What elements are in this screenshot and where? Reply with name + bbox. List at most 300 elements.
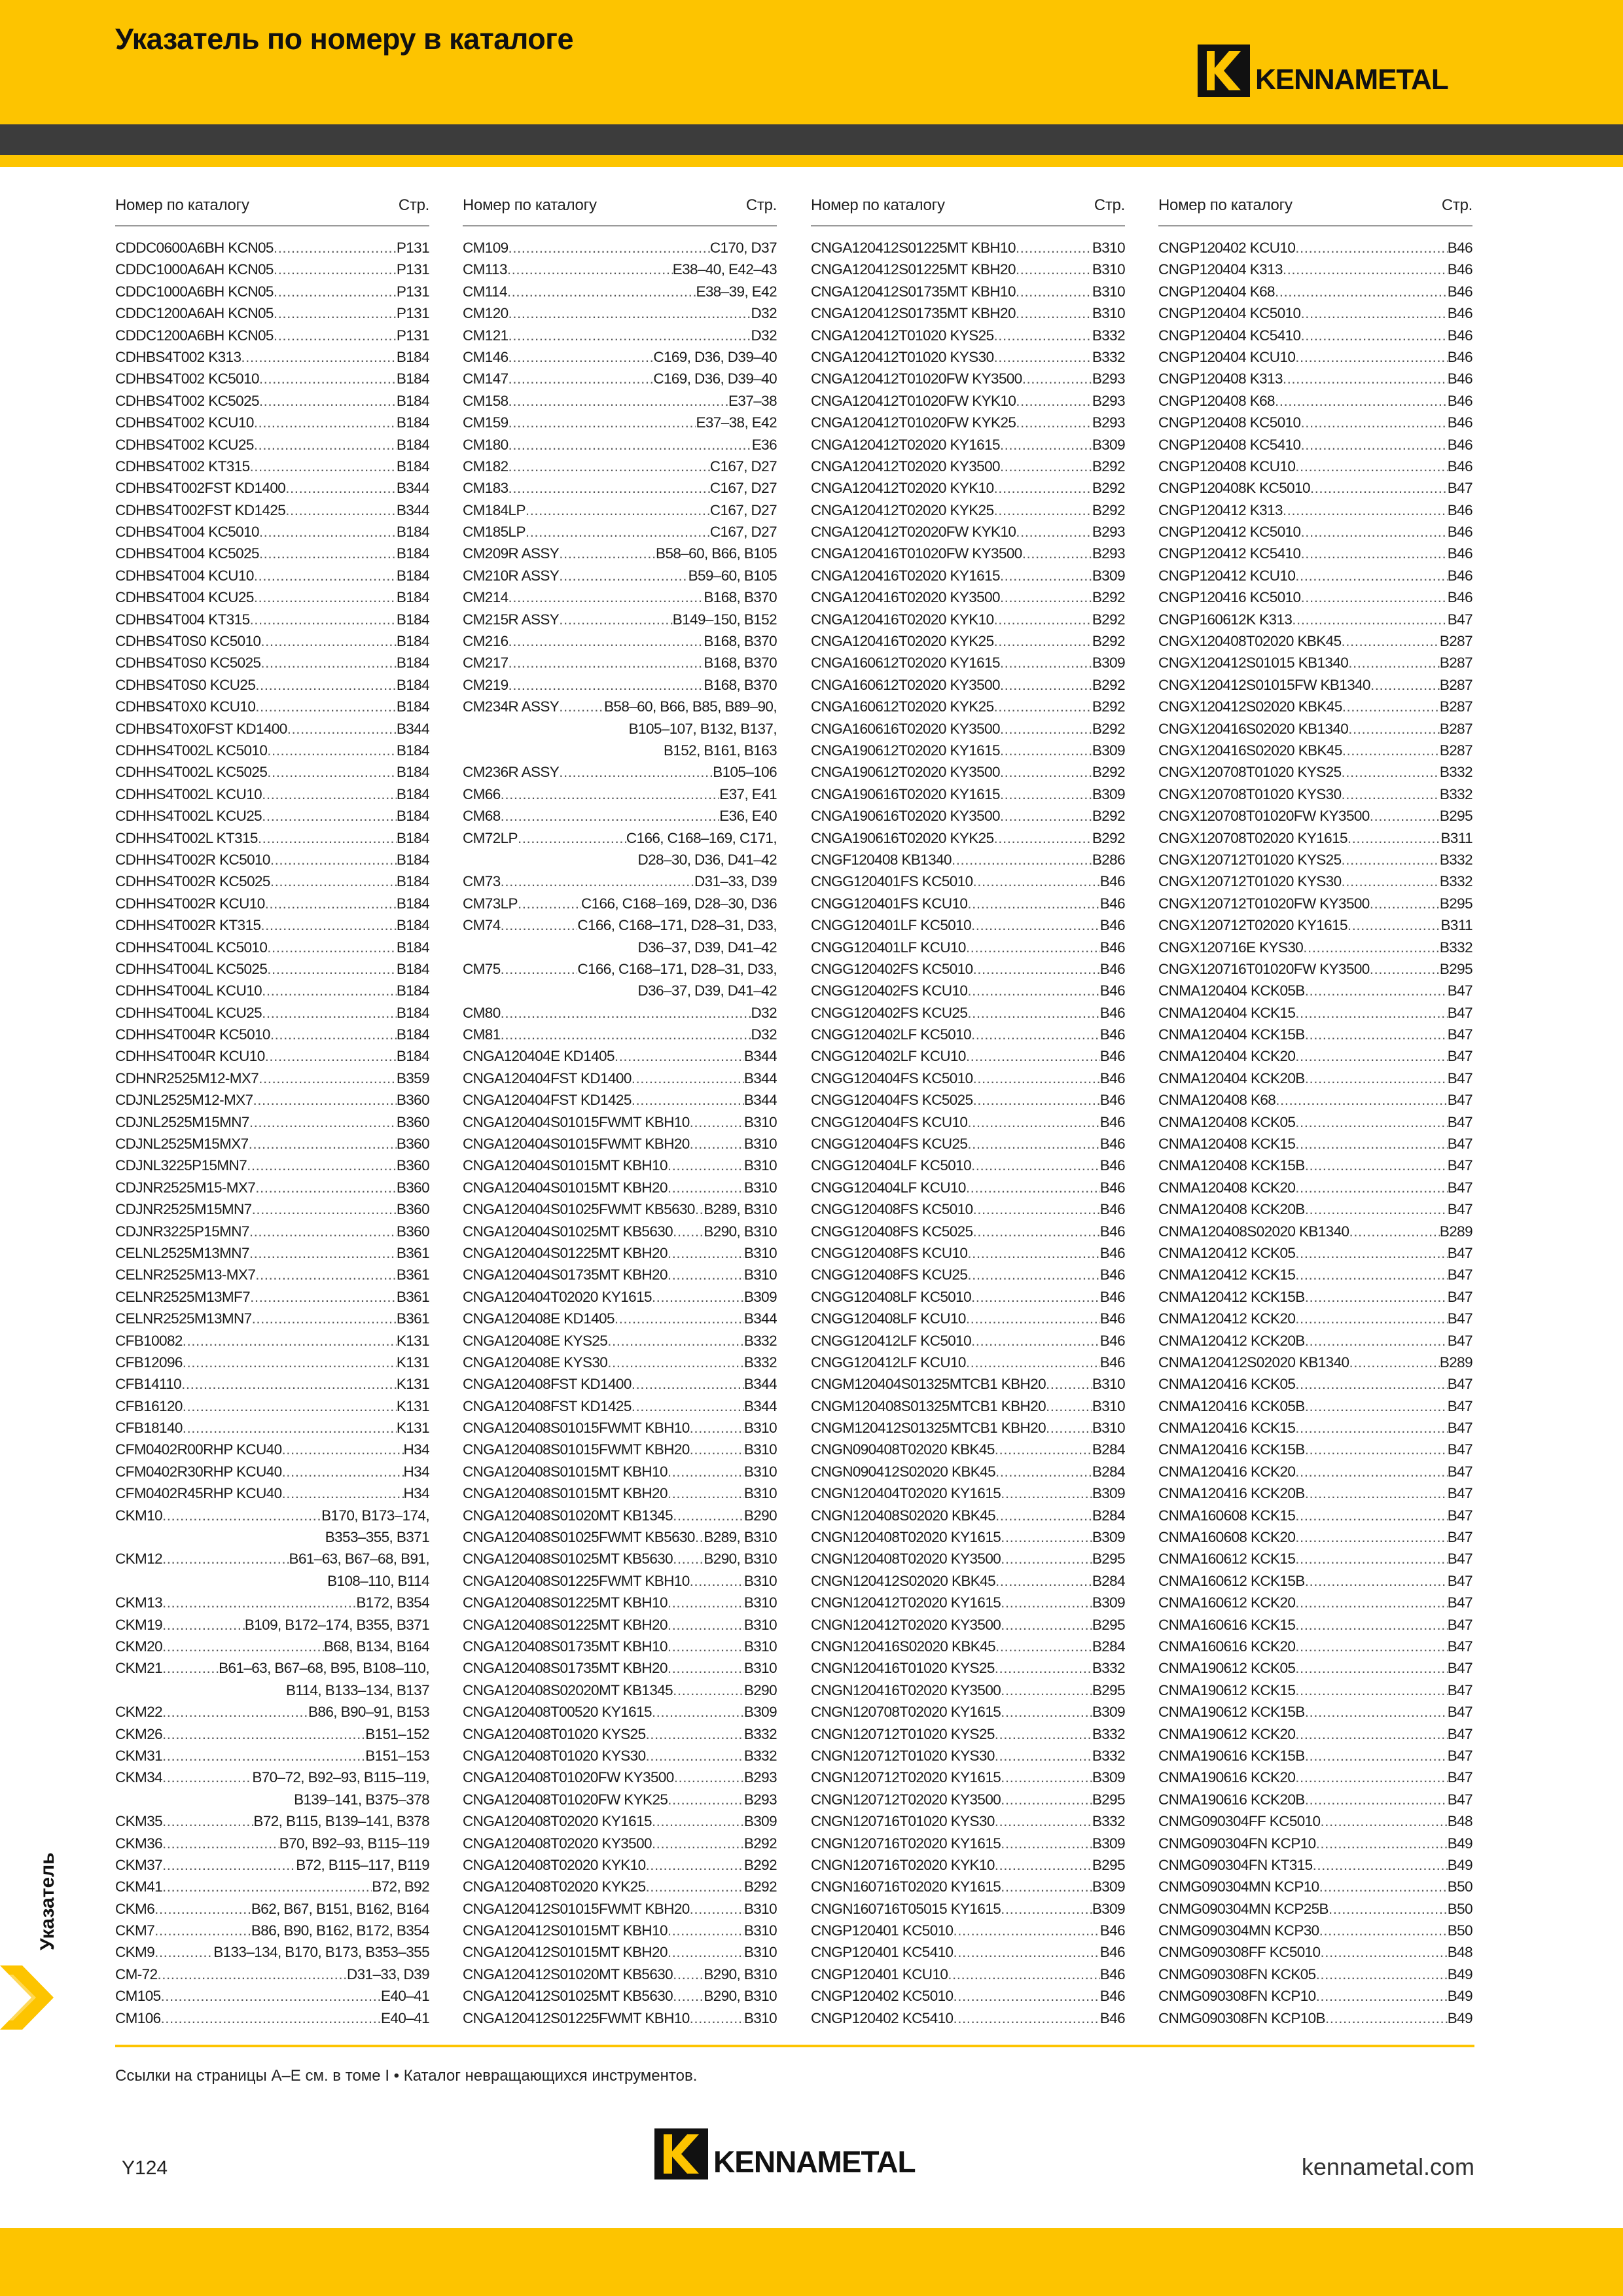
catalog-number: CELNR2525M13MN7	[115, 1310, 252, 1327]
index-row	[1158, 1045, 1472, 1067]
catalog-number: CDHBS4T002 KCU25	[115, 436, 254, 453]
dot-leader	[1305, 1701, 1448, 1723]
catalog-number: CNGA120412S01025MT KB5630	[463, 1988, 673, 2005]
catalog-number: CNMA160612 KCK15	[1158, 1551, 1296, 1568]
catalog-number: CNGN120412T02020 KY1615	[811, 1594, 1001, 1611]
index-row	[463, 1941, 777, 1963]
page-ref: B310	[1092, 283, 1125, 300]
catalog-number: CNGA120416T02020 KYK10	[811, 611, 994, 628]
catalog-number: CDHHS4T004L KC5010	[115, 939, 268, 956]
catalog-number: CNMA120412 KCK05	[1158, 1244, 1296, 1261]
catalog-number: CNGG120402FS KCU10	[811, 982, 968, 999]
catalog-number: CNGA160612T02020 KY3500	[811, 676, 1000, 693]
catalog-number: CNGG120408FS KCU10	[811, 1244, 968, 1261]
index-row	[463, 870, 777, 892]
catalog-number: CDHBS4T002 KCU10	[115, 414, 254, 431]
dot-leader	[668, 1155, 744, 1176]
page-ref: B184	[396, 545, 429, 562]
catalog-number: CFM0402R30RHP KCU40	[115, 1463, 282, 1480]
page-ref: B46	[1447, 414, 1472, 431]
catalog-number: CDHHS4T002L KCU25	[115, 808, 262, 825]
catalog-number: CDHBS4T002FST KD1400	[115, 480, 286, 497]
index-row	[811, 674, 1125, 696]
catalog-number: CM209R ASSY	[463, 545, 560, 562]
page-ref: B184	[396, 917, 429, 934]
page-ref: B47	[1447, 1092, 1472, 1109]
catalog-number: CNGA120412S01225MT KBH10	[811, 240, 1016, 256]
dot-leader	[1022, 543, 1092, 564]
catalog-number: CDHBS4T0S0 KC5025	[115, 655, 261, 672]
dot-leader	[673, 1679, 744, 1701]
index-row	[463, 1286, 777, 1308]
dot-leader	[1300, 586, 1447, 608]
index-row	[811, 1439, 1125, 1460]
catalog-number: CM73	[463, 873, 501, 890]
index-row	[463, 281, 777, 302]
catalog-number: CNGM120404S01325MTCB1 KBH20	[811, 1376, 1046, 1393]
index-row	[1158, 761, 1472, 783]
dot-leader	[247, 1155, 397, 1176]
catalog-number: CNGA120404S01025FWMT KB5630	[463, 1201, 695, 1218]
page-ref: B47	[1447, 1136, 1472, 1153]
dot-leader	[971, 1286, 1100, 1308]
page-ref: B114, B133–134, B137	[285, 1681, 429, 1698]
catalog-number: CNGN120416T01020 KYS25	[811, 1660, 995, 1677]
column-header-number: Номер по каталогу	[115, 196, 249, 214]
page-ref: B184	[396, 676, 429, 693]
index-row	[463, 390, 777, 412]
page-ref: B46	[1099, 1223, 1125, 1240]
catalog-number: CDHBS4T004 KC5010	[115, 524, 259, 541]
index-row	[115, 1373, 429, 1395]
page-ref: B310	[743, 1616, 777, 1633]
catalog-number: CM147	[463, 370, 508, 387]
page-ref: B295	[1092, 1551, 1125, 1568]
index-row	[811, 1482, 1125, 1504]
dot-leader	[265, 1045, 397, 1067]
catalog-number: CNGX120712T02020 KY1615	[1158, 917, 1347, 934]
catalog-number: CNGA120412T01020 KYS30	[811, 348, 994, 365]
index-row	[115, 1745, 429, 1767]
catalog-number: CNMA120408 KCK15B	[1158, 1157, 1305, 1174]
index-row	[811, 1767, 1125, 1788]
page-ref: B70–72, B92–93, B115–119,	[252, 1769, 429, 1786]
index-row	[811, 652, 1125, 673]
index-row	[115, 696, 429, 717]
page-ref: B309	[1092, 1900, 1125, 1917]
catalog-number: CDHBS4T002 KC5025	[115, 392, 259, 409]
index-row	[463, 1242, 777, 1264]
index-row	[1158, 1854, 1472, 1876]
index-row	[1158, 499, 1472, 521]
page-ref: B184	[396, 611, 429, 628]
dot-leader	[668, 1242, 744, 1264]
catalog-number: CNGA120404FST KD1400	[463, 1069, 632, 1086]
dot-leader	[270, 870, 397, 892]
dot-leader	[1370, 805, 1440, 827]
catalog-number: CM236R ASSY	[463, 764, 560, 781]
catalog-number: CM215R ASSY	[463, 611, 560, 628]
page-ref: B46	[1099, 1048, 1125, 1065]
index-row	[463, 586, 777, 608]
index-row	[1158, 849, 1472, 870]
catalog-number: CNGG120404FS KCU10	[811, 1113, 968, 1130]
dot-leader	[690, 1570, 744, 1592]
index-row	[115, 740, 429, 761]
index-row	[115, 1242, 429, 1264]
page-ref: B46	[1099, 2009, 1125, 2026]
page-ref: H34	[403, 1463, 429, 1480]
dot-leader	[1303, 937, 1440, 958]
page-ref: B184	[396, 1026, 429, 1043]
page-ref: C167, D27	[709, 457, 777, 475]
page-ref: C170, D37	[709, 240, 777, 256]
page-ref: B184	[396, 785, 429, 802]
page-ref: B332	[743, 1725, 777, 1742]
page-ref: H34	[403, 1485, 429, 1502]
index-row	[1158, 477, 1472, 499]
dot-leader	[1305, 1570, 1448, 1592]
page-ref: B61–63, B67–68, B91,	[289, 1551, 429, 1568]
dot-leader	[1300, 302, 1447, 324]
index-row	[811, 1920, 1125, 1941]
catalog-number: CNGX120712T01020 KYS30	[1158, 873, 1342, 890]
catalog-number: CM219	[463, 676, 508, 693]
index-row	[115, 281, 429, 302]
page-ref: B139–141, B375–378	[294, 1791, 429, 1808]
dot-leader	[652, 1286, 744, 1308]
page-ref: B46	[1099, 1069, 1125, 1086]
catalog-number: CNGN120408S02020 KBK45	[811, 1507, 996, 1524]
dot-leader	[1295, 1657, 1447, 1679]
catalog-number: CNMA190612 KCK20	[1158, 1725, 1296, 1742]
catalog-number: CDHBS4T002FST KD1425	[115, 501, 286, 518]
index-row	[1158, 630, 1472, 652]
chevron-right-icon	[0, 1965, 54, 2030]
index-row	[1158, 1701, 1472, 1723]
dot-leader	[1316, 1985, 1448, 2007]
page-ref: B47	[1447, 1048, 1472, 1065]
index-row-continuation	[115, 1526, 429, 1548]
index-row	[463, 302, 777, 324]
dot-leader	[1295, 1767, 1447, 1788]
dot-leader	[254, 434, 397, 456]
index-row	[463, 477, 777, 499]
catalog-number: CM105	[115, 1988, 161, 2005]
dot-leader	[973, 870, 1100, 892]
dot-leader	[652, 1701, 744, 1723]
side-section-label	[37, 1826, 69, 1950]
catalog-number: CDHNR2525M12-MX7	[115, 1069, 259, 1086]
catalog-number: CNGA120408E KYS25	[463, 1332, 608, 1349]
index-row	[811, 390, 1125, 412]
page-ref: B344	[396, 501, 429, 518]
index-row	[463, 1439, 777, 1460]
catalog-number: CNGN120412S02020 KBK45	[811, 1572, 996, 1589]
dot-leader	[668, 1657, 744, 1679]
dot-leader	[973, 1198, 1100, 1220]
index-row	[811, 565, 1125, 586]
catalog-number: CNGX120712T01020 KYS25	[1158, 851, 1342, 868]
dot-leader	[270, 849, 397, 870]
dot-leader	[1319, 1920, 1448, 1941]
index-row	[115, 412, 429, 433]
catalog-number: CNGA120412T01020FW KYK25	[811, 414, 1016, 431]
index-rows	[463, 226, 777, 2029]
catalog-number: CNGN120408T02020 KY1615	[811, 1529, 1001, 1546]
catalog-number: CNGA120408S01025MT KB5630	[463, 1551, 673, 1568]
dot-leader	[508, 237, 710, 259]
index-row	[115, 1898, 429, 1920]
dot-leader	[1275, 281, 1448, 302]
footer-rule	[115, 2045, 1474, 2047]
index-row	[811, 1592, 1125, 1613]
header-dark-band	[0, 124, 1623, 155]
page-ref: K131	[396, 1397, 429, 1414]
catalog-number: CNMA160612 KCK15B	[1158, 1572, 1305, 1589]
column-header-page: Стр.	[1441, 196, 1472, 214]
page-ref: B46	[1099, 1179, 1125, 1196]
page-ref: B47	[1447, 1747, 1472, 1764]
index-row	[1158, 1155, 1472, 1176]
dot-leader	[501, 958, 578, 980]
catalog-number: CNGA120408E KYS30	[463, 1354, 608, 1371]
catalog-number: CNGP120401 KC5010	[811, 1922, 954, 1939]
dot-leader	[162, 1810, 253, 1832]
index-row	[811, 1745, 1125, 1767]
dot-leader	[1305, 1395, 1448, 1417]
catalog-number: CNMG090304MN KCP30	[1158, 1922, 1319, 1939]
catalog-number: CDDC1200A6BH KCN05	[115, 327, 274, 344]
website-link[interactable]: kennametal.com	[1301, 2153, 1474, 2180]
page-ref: B292	[743, 1835, 777, 1852]
dot-leader	[274, 237, 397, 259]
index-row	[1158, 1876, 1472, 1897]
index-row	[1158, 1286, 1472, 1308]
dot-leader	[1305, 1330, 1448, 1352]
index-row	[115, 937, 429, 958]
catalog-number: CNGA120408S01025FWMT KB5630	[463, 1529, 695, 1546]
index-row	[811, 1242, 1125, 1264]
index-row	[1158, 1221, 1472, 1242]
index-row	[1158, 827, 1472, 849]
catalog-number: CNMG090304MN KCP25B	[1158, 1900, 1329, 1917]
index-row	[463, 434, 777, 456]
dot-leader	[250, 1286, 397, 1308]
dot-leader	[966, 937, 1100, 958]
index-row	[1158, 1723, 1472, 1745]
catalog-number: CNGA120404S01015MT KBH20	[463, 1179, 668, 1196]
index-row	[115, 1876, 429, 1897]
page-ref: B184	[396, 1004, 429, 1021]
catalog-number: CKM37	[115, 1856, 163, 1873]
dot-leader	[973, 958, 1100, 980]
index-row	[463, 1614, 777, 1636]
catalog-number: CNGA120412S01020MT KB5630	[463, 1965, 673, 1982]
index-row	[463, 609, 777, 630]
index-row	[115, 1505, 429, 1526]
page-ref: B47	[1447, 1572, 1472, 1589]
dot-leader	[162, 1636, 324, 1657]
index-row	[1158, 1111, 1472, 1133]
index-row	[1158, 1614, 1472, 1636]
index-row	[1158, 1461, 1472, 1482]
dot-leader	[249, 1133, 397, 1155]
page-ref: B47	[1447, 1157, 1472, 1174]
catalog-number: CNGX120412S01015FW KB1340	[1158, 676, 1370, 693]
index-row	[463, 1155, 777, 1176]
dot-leader	[966, 1308, 1100, 1329]
page-ref: B344	[743, 1092, 777, 1109]
catalog-number: CNGX120412S01015 KB1340	[1158, 655, 1349, 672]
page-ref: B332	[1439, 939, 1472, 956]
index-row	[811, 1898, 1125, 1920]
page-ref: B47	[1447, 1310, 1472, 1327]
dot-leader	[994, 499, 1092, 521]
index-row	[463, 1461, 777, 1482]
page-ref: B309	[1092, 1529, 1125, 1546]
catalog-number: CNMA190616 KCK20B	[1158, 1791, 1305, 1808]
index-row	[463, 1330, 777, 1352]
catalog-number: CNGX120716T01020FW KY3500	[1158, 960, 1370, 977]
index-column-2	[463, 194, 777, 2029]
dot-leader	[162, 1723, 365, 1745]
page-ref: B47	[1447, 1397, 1472, 1414]
page-ref: B310	[743, 1420, 777, 1437]
catalog-number: CM113	[463, 261, 507, 278]
index-row	[811, 1177, 1125, 1198]
dot-leader	[250, 456, 397, 477]
dot-leader	[966, 1045, 1100, 1067]
index-row	[811, 1111, 1125, 1133]
catalog-number: CNGA120416T02020 KY3500	[811, 589, 1000, 606]
catalog-number: CNGA120404S01225MT KBH20	[463, 1244, 668, 1261]
catalog-number: CNMG090308FN KCP10	[1158, 1988, 1316, 2005]
catalog-number: CKM7	[115, 1922, 155, 1939]
index-row	[1158, 696, 1472, 717]
dot-leader	[994, 630, 1092, 652]
dot-leader	[154, 1898, 251, 1920]
page-ref: B46	[1099, 1332, 1125, 1349]
page-ref: B184	[396, 851, 429, 868]
index-row	[1158, 1810, 1472, 1832]
page-ref: B310	[743, 1157, 777, 1174]
catalog-number: CNGG120412LF KCU10	[811, 1354, 966, 1371]
index-row	[115, 893, 429, 914]
kennametal-logo-footer	[654, 2128, 916, 2179]
column-header	[463, 194, 777, 226]
page-ref: B287	[1439, 633, 1472, 650]
catalog-number: CKM9	[115, 1944, 155, 1961]
index-row	[1158, 1308, 1472, 1329]
page-ref: B310	[743, 1244, 777, 1261]
page-ref: B184	[396, 655, 429, 672]
index-row	[463, 1024, 777, 1045]
dot-leader	[259, 368, 397, 389]
index-row	[115, 1155, 429, 1176]
index-rows	[811, 226, 1125, 2029]
page-ref: B46	[1447, 240, 1472, 256]
index-row	[463, 1198, 777, 1220]
dot-leader	[1000, 456, 1092, 477]
dot-leader	[695, 1526, 704, 1548]
dot-leader	[501, 783, 720, 805]
index-row	[115, 1089, 429, 1111]
catalog-number: CNGA120404S01015FWMT KBH20	[463, 1136, 690, 1153]
index-row	[115, 1548, 429, 1570]
header-thin-band	[0, 155, 1623, 167]
catalog-number: CNMA160616 KCK20	[1158, 1638, 1296, 1655]
page-ref: B290, B310	[704, 1965, 777, 1982]
index-row	[1158, 674, 1472, 696]
page-ref: B344	[743, 1069, 777, 1086]
dot-leader	[1295, 1242, 1447, 1264]
catalog-number: CFM0402R00RHP KCU40	[115, 1441, 282, 1458]
dot-leader	[1305, 1482, 1448, 1504]
catalog-number: CNMG090304MN KCP10	[1158, 1878, 1319, 1895]
page-ref: B292	[743, 1878, 777, 1895]
page-ref: B287	[1439, 698, 1472, 715]
dot-leader	[995, 1810, 1092, 1832]
index-row	[463, 1723, 777, 1745]
dot-leader	[1295, 1526, 1447, 1548]
dot-leader	[161, 2007, 381, 2029]
dot-leader	[995, 1657, 1092, 1679]
catalog-number: CDHBS4T002 K313	[115, 348, 241, 365]
footer-band	[0, 2228, 1623, 2296]
index-row	[115, 499, 429, 521]
page-ref: D32	[751, 1004, 777, 1021]
page-number: Y124	[122, 2157, 168, 2179]
dot-leader	[1305, 1789, 1448, 1810]
page-ref: B46	[1447, 457, 1472, 475]
index-row	[811, 1789, 1125, 1810]
catalog-number: CNGG120402FS KC5010	[811, 960, 973, 977]
catalog-number: CNGN120712T02020 KY1615	[811, 1769, 1001, 1786]
index-row	[1158, 652, 1472, 673]
catalog-number: CFM0402R45RHP KCU40	[115, 1485, 282, 1502]
page-ref: B184	[396, 457, 429, 475]
index-row	[1158, 1264, 1472, 1285]
index-rows	[115, 226, 429, 2029]
catalog-number: CM109	[463, 240, 508, 256]
index-row	[115, 1286, 429, 1308]
catalog-number: CNGX120408T02020 KBK45	[1158, 633, 1342, 650]
page-ref: B58–60, B66, B105	[656, 545, 777, 562]
catalog-number: CNGA120408S01735MT KBH10	[463, 1638, 668, 1655]
dot-leader	[1016, 281, 1092, 302]
index-column-1	[115, 194, 429, 2029]
index-row	[463, 368, 777, 389]
index-row-continuation	[463, 849, 777, 870]
page-ref: B47	[1447, 1485, 1472, 1502]
index-row	[463, 1352, 777, 1373]
page-ref: E38–39, E42	[696, 283, 777, 300]
page-ref: B108–110, B114	[327, 1572, 429, 1589]
index-row	[1158, 1833, 1472, 1854]
index-row	[1158, 1789, 1472, 1810]
dot-leader	[1316, 1964, 1448, 1985]
index-row	[811, 434, 1125, 456]
catalog-number: CNGN120716T02020 KYK10	[811, 1856, 995, 1873]
dot-leader	[260, 914, 396, 936]
page-ref: B68, B134, B164	[323, 1638, 429, 1655]
catalog-number: CNGN120416T02020 KY3500	[811, 1681, 1001, 1698]
dot-leader	[1001, 1526, 1092, 1548]
index-row	[1158, 1417, 1472, 1439]
catalog-number: CNGA120404S01735MT KBH20	[463, 1266, 668, 1283]
dot-leader	[508, 434, 752, 456]
